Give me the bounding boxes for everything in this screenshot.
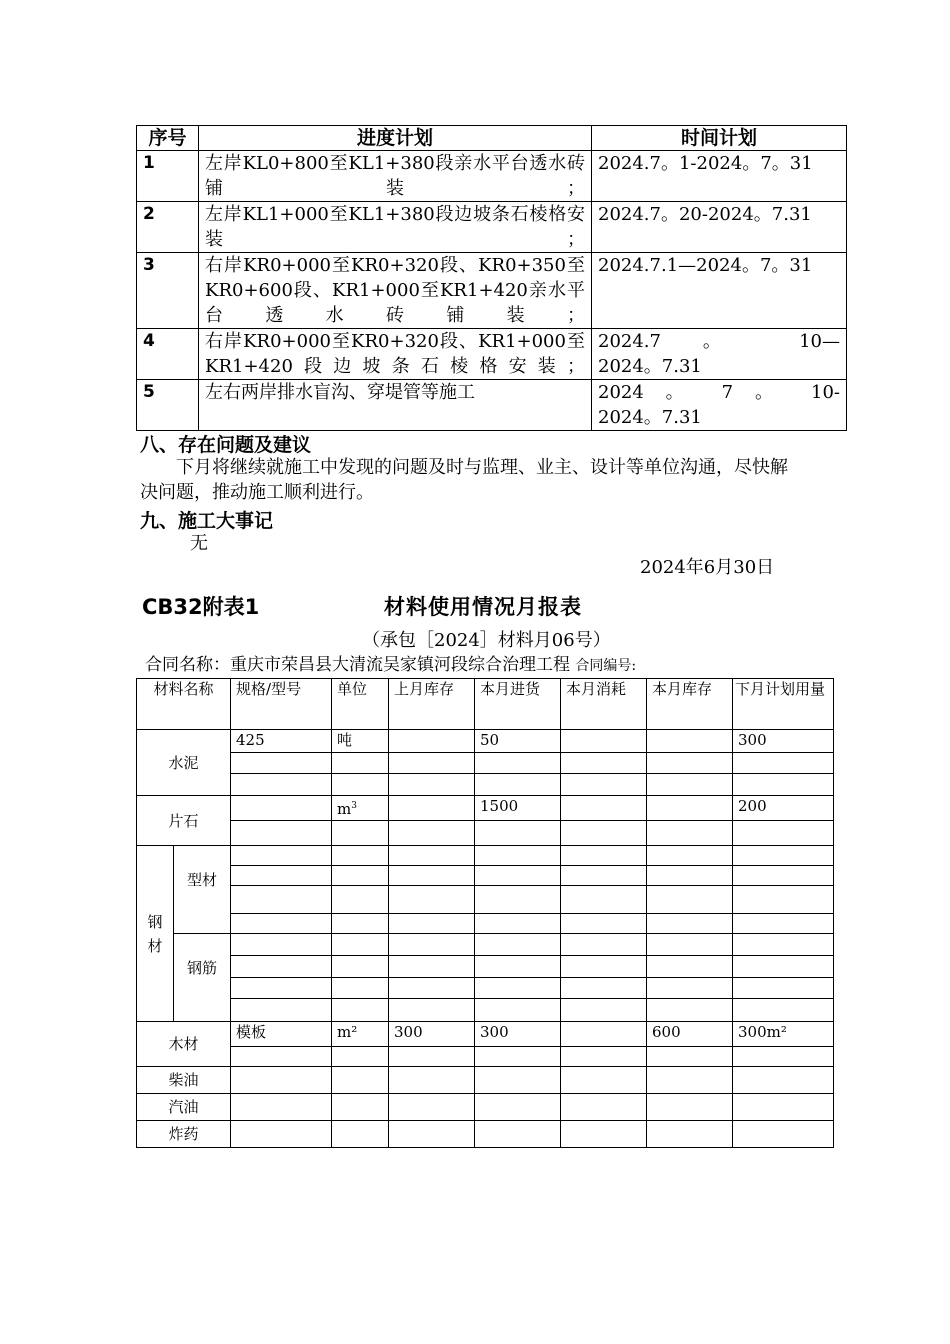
wood-prev: 300: [389, 1022, 475, 1047]
section8-title: 八、存在问题及建议: [140, 434, 312, 456]
table-row: [137, 1047, 834, 1067]
steel-sub-profile: 型材: [174, 846, 231, 934]
table-row: [137, 956, 834, 978]
section8-body: 下月将继续就施工中发现的问题及时与监理、业主、设计等单位沟通，尽快解决问题，推动施工顺利进行。: [140, 457, 788, 503]
row-no: 5: [137, 380, 199, 431]
section9-title: 九、施工大事记: [140, 510, 274, 532]
report-number: （承包［2024］材料月06号）: [362, 630, 611, 651]
row-time-line1: 2024 。 7 。 10-: [598, 382, 840, 403]
schedule-row: [137, 202, 847, 253]
wood-unit: m²: [332, 1022, 389, 1047]
table-row: [137, 753, 834, 774]
col-stock: 本月库存: [647, 679, 733, 730]
header-plan: 进度计划: [199, 126, 592, 151]
table-row: [137, 914, 834, 934]
row-no: 1: [137, 151, 199, 202]
table-row: [137, 730, 834, 753]
row-time-line1: 2024.7 。 10—: [598, 331, 840, 352]
cement-unit: 吨: [332, 730, 389, 753]
section9-body: 无: [190, 533, 208, 554]
material-cement: 水泥: [137, 730, 231, 796]
header-no: 序号: [137, 126, 199, 151]
row-plan: 左岸KL1+000至KL1+380段边坡条石棱格安装；: [199, 202, 592, 253]
report-code: CB32附表1: [142, 595, 260, 619]
schedule-row: [137, 151, 847, 202]
table-row: [137, 821, 834, 846]
wood-plan: 300m²: [733, 1022, 834, 1047]
table-row: [137, 886, 834, 914]
wood-spec: 模板: [231, 1022, 332, 1047]
table-row: [137, 999, 834, 1022]
table-row: [137, 846, 834, 866]
material-wood: 木材: [137, 1022, 231, 1067]
row-time-line2: 2024。7.31: [598, 356, 702, 377]
cement-plan: 300: [733, 730, 834, 753]
report-date: 2024年6月30日: [640, 557, 775, 578]
row-time-line2: 2024。7.31: [598, 407, 702, 428]
material-gasoline: 汽油: [137, 1094, 231, 1121]
table-row: [137, 1067, 834, 1094]
col-in: 本月进货: [475, 679, 561, 730]
row-plan: 左右两岸排水盲沟、穿堤管等施工: [199, 380, 592, 431]
row-plan: 左岸KL0+800至KL1+380段亲水平台透水砖铺装；: [199, 151, 592, 202]
table-row: [137, 1022, 834, 1047]
report-title: 材料使用情况月报表: [384, 595, 582, 619]
row-time: 2024.7。1-2024。7。31: [592, 151, 847, 202]
materials-table: [136, 678, 834, 1148]
contract-name: 合同名称：重庆市荣昌县大清流吴家镇河段综合治理工程: [145, 655, 570, 675]
row-time: [592, 329, 847, 380]
row-plan: 右岸KR0+000至KR0+320段、KR0+350至KR0+600段、KR1+000至KR1+420亲水平台透水砖铺装；: [199, 253, 592, 329]
schedule-header-row: [137, 126, 847, 151]
material-diesel: 柴油: [137, 1067, 231, 1094]
wood-stock: 600: [647, 1022, 733, 1047]
row-no: 2: [137, 202, 199, 253]
rubble-unit: $m^3$: [332, 796, 389, 821]
row-time: 2024.7.1—2024。7。31: [592, 253, 847, 329]
table-row: [137, 1094, 834, 1121]
contract-no-label: 合同编号:: [575, 658, 637, 674]
cement-in: 50: [475, 730, 561, 753]
steel-sub-rebar: 钢筋: [174, 934, 231, 1022]
material-rubble: 片石: [137, 796, 231, 846]
materials-header-row: [137, 679, 834, 730]
table-row: [137, 934, 834, 956]
table-row: [137, 774, 834, 796]
row-time: 2024.7。20-2024。7.31: [592, 202, 847, 253]
schedule-row: [137, 253, 847, 329]
header-time: 时间计划: [592, 126, 847, 151]
rubble-plan: 200: [733, 796, 834, 821]
row-time: [592, 380, 847, 431]
row-no: 3: [137, 253, 199, 329]
material-steel: 钢材: [137, 846, 174, 1022]
rubble-in: 1500: [475, 796, 561, 821]
col-next-plan: 下月计划用量: [733, 679, 834, 730]
col-spec: 规格/型号: [231, 679, 332, 730]
row-no: 4: [137, 329, 199, 380]
schedule-row: [137, 329, 847, 380]
table-row: [137, 1121, 834, 1148]
table-row: [137, 978, 834, 999]
wood-in: 300: [475, 1022, 561, 1047]
schedule-row: [137, 380, 847, 431]
row-plan: 右岸KR0+000至KR0+320段、KR1+000至KR1+420段边坡条石棱格安装；: [199, 329, 592, 380]
cement-spec: 425: [231, 730, 332, 753]
material-explosive: 炸药: [137, 1121, 231, 1148]
col-unit: 单位: [332, 679, 389, 730]
col-material: 材料名称: [137, 679, 231, 730]
schedule-table: [136, 125, 847, 431]
table-row: [137, 866, 834, 886]
table-row: [137, 796, 834, 821]
col-prev-stock: 上月库存: [389, 679, 475, 730]
contract-line: [145, 654, 636, 677]
col-used: 本月消耗: [561, 679, 647, 730]
